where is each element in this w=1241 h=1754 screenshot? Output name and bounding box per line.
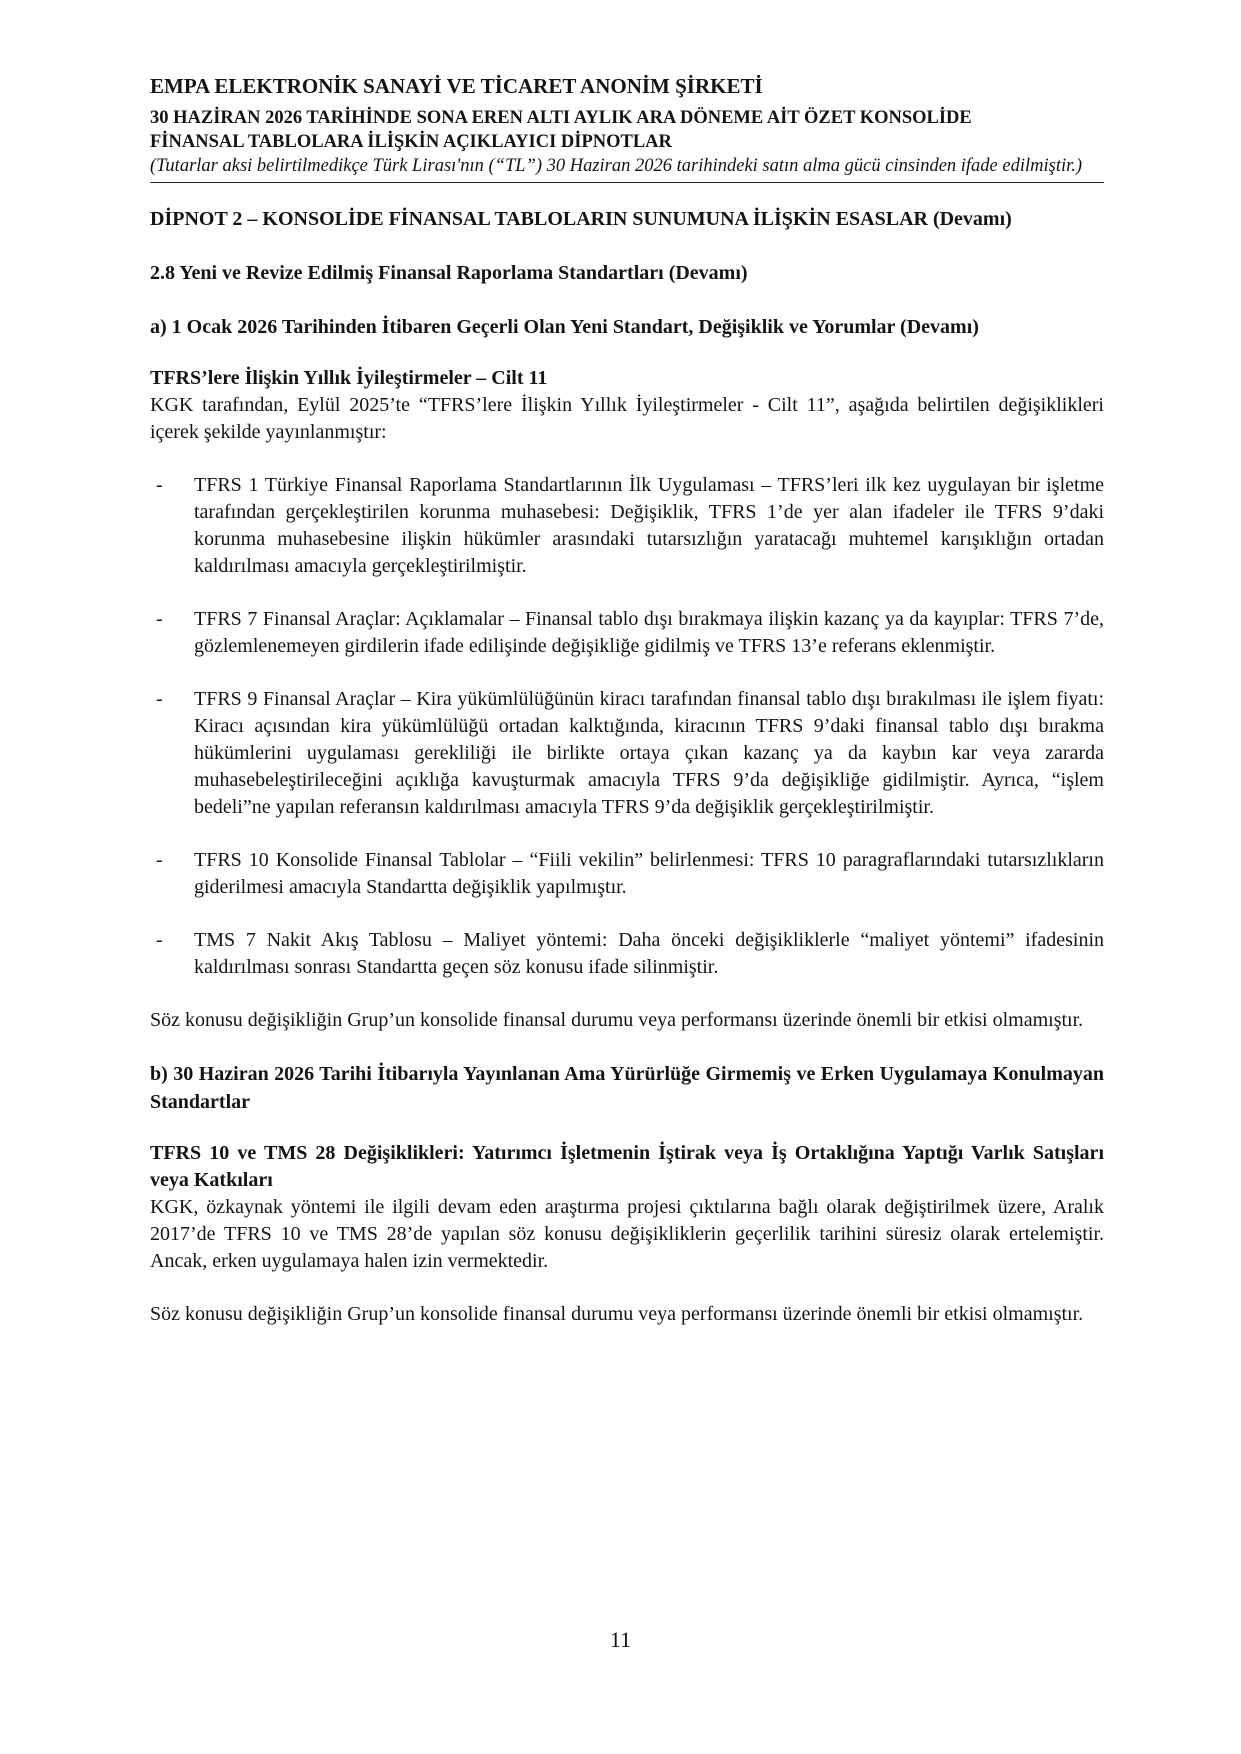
list-item-text: TFRS 9 Finansal Araçlar – Kira yükümlülüğünün kiracı tarafından finansal tablo dışı bırakılması ile işlem fiyatı: Kiracı açısından kira yükümlülüğü ortadan kalktığında, kiracının TFRS 9’daki finansal tablo dışı bırakma hükümlerini uygulaması gerekliliği ile birlikte ortaya çıkan kazanç ya da kaybın kar veya zararda muhasebeleştirileceğini açıklığa kavuşturmak amacıyla TFRS 9’da değişikliğe gidilmiştir. Ayrıca, “işlem bedeli”ne yapılan referansın kaldırılması amacıyla TFRS 9’da değişiklik gerçekleştirilmiştir. <box>194 688 1104 818</box>
list-item <box>150 847 1104 901</box>
currency-note: (Tutarlar aksi belirtilmedikçe Türk Lirası'nın (“TL”) 30 Haziran 2026 tarihindeki satın alma gücü cinsinden ifade edilmiştir.) <box>150 156 1083 176</box>
part-b-title: b) 30 Haziran 2026 Tarihi İtibarıyla Yayınlanan Ama Yürürlüğe Girmemiş ve Erken Uygulamaya Konulmayan Standartlar <box>150 1063 1104 1113</box>
list-dash: - <box>156 474 163 496</box>
list-item <box>150 606 1104 660</box>
list-item-text: TMS 7 Nakit Akış Tablosu – Maliyet yöntemi: Daha önceki değişikliklerle “maliyet yöntemi” ifadesinin kaldırılması sonrası Standartta geçen söz konusu ifade silinmiştir. <box>194 929 1104 978</box>
report-subtitle-line1: 30 HAZİRAN 2026 TARİHİNDE SONA EREN ALTI AYLIK ARA DÖNEME AİT ÖZET KONSOLİDE <box>150 108 972 128</box>
list-dash: - <box>156 849 163 871</box>
list-item <box>150 686 1104 821</box>
part-b-heading: TFRS 10 ve TMS 28 Değişiklikleri: Yatırımcı İşletmenin İştirak veya İş Ortaklığına Yaptığı Varlık Satışları veya Katkıları <box>150 1142 1104 1191</box>
subsection-title: 2.8 Yeni ve Revize Edilmiş Finansal Raporlama Standartları (Devamı) <box>150 262 748 284</box>
section-title: DİPNOT 2 – KONSOLİDE FİNANSAL TABLOLARIN SUNUMUNA İLİŞKİN ESASLAR (Devamı) <box>150 208 1012 230</box>
list-dash: - <box>156 688 163 710</box>
document-page <box>150 70 1104 1328</box>
page-number: 11 <box>609 1627 632 1652</box>
list-item <box>150 472 1104 580</box>
part-a-title: a) 1 Ocak 2026 Tarihinden İtibaren Geçerli Olan Yeni Standart, Değişiklik ve Yorumlar (Devamı) <box>150 316 979 338</box>
part-a-conclusion: Söz konusu değişikliğin Grup’un konsolide finansal durumu veya performansı üzerinde önemli bir etkisi olmamıştır. <box>150 1009 1084 1031</box>
list-item <box>150 927 1104 981</box>
company-name: EMPA ELEKTRONİK SANAYİ VE TİCARET ANONİM ŞİRKETİ <box>150 74 763 98</box>
list-dash: - <box>156 608 163 630</box>
list-dash: - <box>156 929 163 951</box>
report-subtitle-line2: FİNANSAL TABLOLARA İLİŞKİN AÇIKLAYICI DİPNOTLAR <box>150 132 672 152</box>
part-b-text: KGK, özkaynak yöntemi ile ilgili devam eden araştırma projesi çıktılarına bağlı olarak değiştirilmek üzere, Aralık 2017’de TFRS 10 ve TMS 28’de yapılan söz konusu değişikliklerin geçerlilik tarihini süresiz olarak ertelemiştir. Ancak, erken uygulamaya halen izin vermektedir. <box>150 1196 1104 1272</box>
list-item-text: TFRS 7 Finansal Araçlar: Açıklamalar – Finansal tablo dışı bırakmaya ilişkin kazanç ya da kayıplar: TFRS 7’de, gözlemlenemeyen girdilerin ifade edilişinde değişikliğe gidilmiş ve TFRS 13’e referans eklenmiştir. <box>194 608 1104 657</box>
list-item-text: TFRS 10 Konsolide Finansal Tablolar – “Fiili vekilin” belirlenmesi: TFRS 10 paragraflarındaki tutarsızlıkların giderilmesi amacıyla Standartta değişiklik yapılmıştır. <box>194 849 1104 898</box>
list-item-text: TFRS 1 Türkiye Finansal Raporlama Standartlarının İlk Uygulaması – TFRS’leri ilk kez uygulayan bir işletme tarafından gerçekleştirilen korunma muhasebesi: Değişiklik, TFRS 1’de yer alan ifadeler ile TFRS 9’daki korunma muhasebesine ilişkin hükümler arasındaki tutarsızlığın yaratacağı muhtemel karışıklığın ortadan kaldırılması amacıyla gerçekleştirilmiştir. <box>194 474 1104 577</box>
page-header <box>150 70 1104 183</box>
part-a-heading: TFRS’lere İlişkin Yıllık İyileştirmeler – Cilt 11 <box>150 367 548 389</box>
part-a-intro: KGK tarafından, Eylül 2025’te “TFRS’lere İlişkin Yıllık İyileştirmeler - Cilt 11”, aşağıda belirtilen değişiklikleri içerek şekilde yayınlanmıştır: <box>150 394 1104 443</box>
part-b-conclusion: Söz konusu değişikliğin Grup’un konsolide finansal durumu veya performansı üzerinde önemli bir etkisi olmamıştır. <box>150 1303 1084 1325</box>
amendment-list <box>150 472 1104 981</box>
